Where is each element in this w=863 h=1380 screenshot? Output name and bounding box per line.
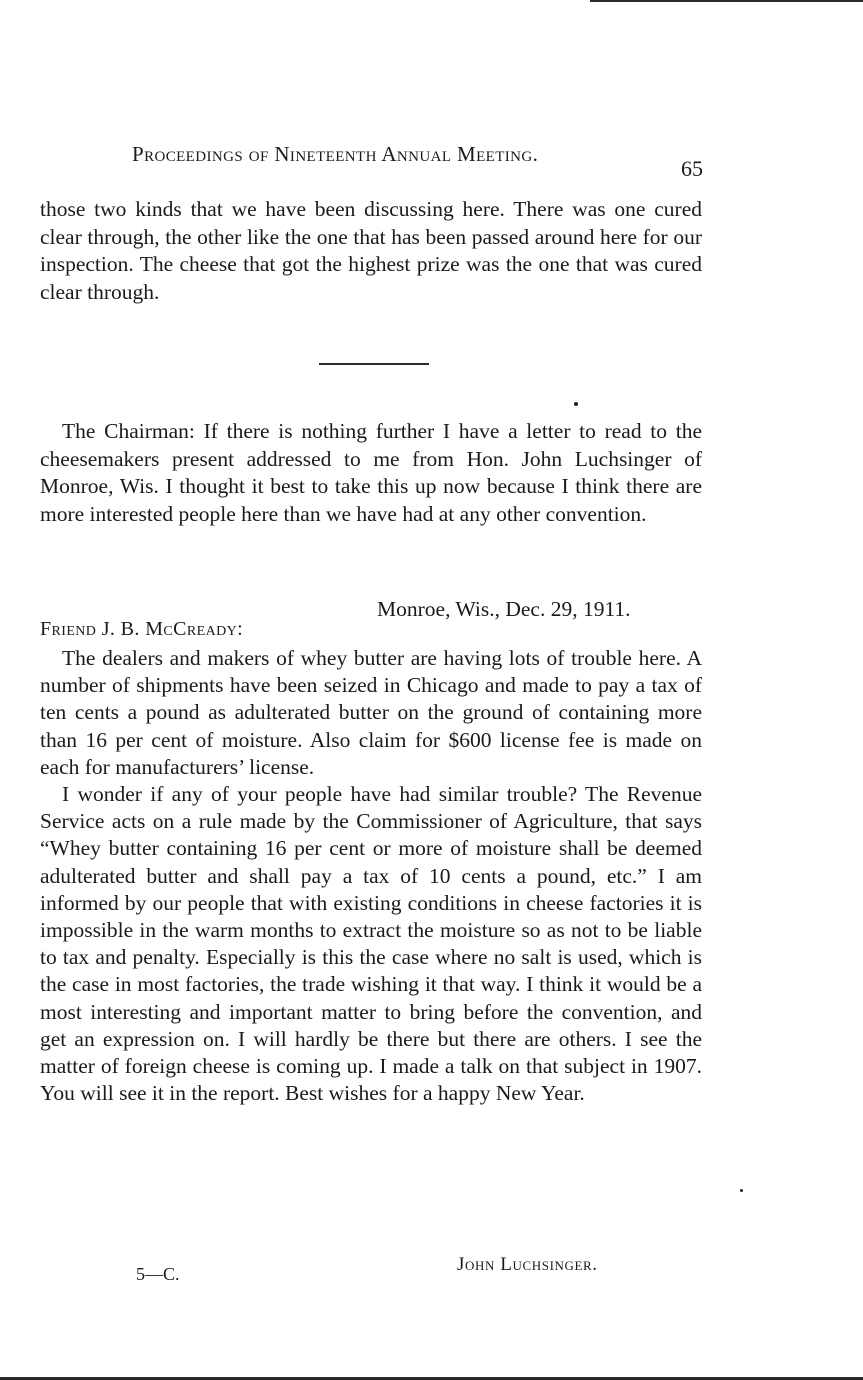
continuation-text: those two kinds that we have been discussing here. There was one cured clear through, the other like the one that has been passed around here for our inspection. The cheese that got the highest prize was the one that was cured clear through.	[40, 197, 702, 304]
top-edge-rule	[590, 0, 863, 2]
letter-dateline: Monroe, Wis., Dec. 29, 1911.	[377, 597, 631, 621]
chairman-paragraph	[40, 418, 702, 528]
print-speck	[740, 1189, 743, 1192]
signature-mark: 5—C.	[136, 1264, 180, 1284]
letter-signature: John Luchsinger.	[457, 1254, 598, 1275]
section-divider	[319, 363, 429, 365]
running-head: Proceedings of Nineteenth Annual Meeting.	[132, 142, 539, 166]
page-number: 65	[681, 156, 703, 181]
print-speck	[574, 402, 578, 406]
continuation-paragraph	[40, 196, 702, 306]
letter-salutation: Friend J. B. McCready:	[40, 618, 244, 640]
letter-paragraph: The dealers and makers of whey butter are having lots of trouble here. A number of shipments have been seized in Chicago and made to pay a tax of ten cents a pound as adulterated butter on the ground of containing more than 16 per cent of moisture. Also claim for $600 license fee is made on each for manufacturers’ license.	[40, 646, 702, 779]
letter-paragraph: I wonder if any of your people have had similar trouble? The Revenue Service acts on a rule made by the Commissioner of Agriculture, that says “Whey butter containing 16 per cent or more of moisture shall be deemed adulterated butter and shall pay a tax of 10 cents a pound, etc.” I am informed by our people that with existing conditions in cheese factories it is impossible in the warm months to extract the moisture so as not to be liable to tax and penalty. Especially is this the case where no salt is used, which is the case in most factories, the trade wishing it that way. I think it would be a most interesting and important matter to bring before the convention, and get an expression on. I will hardly be there but there are others. I see the matter of foreign cheese is coming up. I made a talk on that subject in 1907. You will see it in the report. Best wishes for a happy New Year.	[40, 782, 702, 1106]
letter-body	[40, 645, 702, 1107]
chairman-text: The Chairman: If there is nothing further I have a letter to read to the cheesemakers present addressed to me from Hon. John Luchsinger of Monroe, Wis. I thought it best to take this up now because I think there are more interested people here than we have had at any other convention.	[40, 419, 702, 526]
